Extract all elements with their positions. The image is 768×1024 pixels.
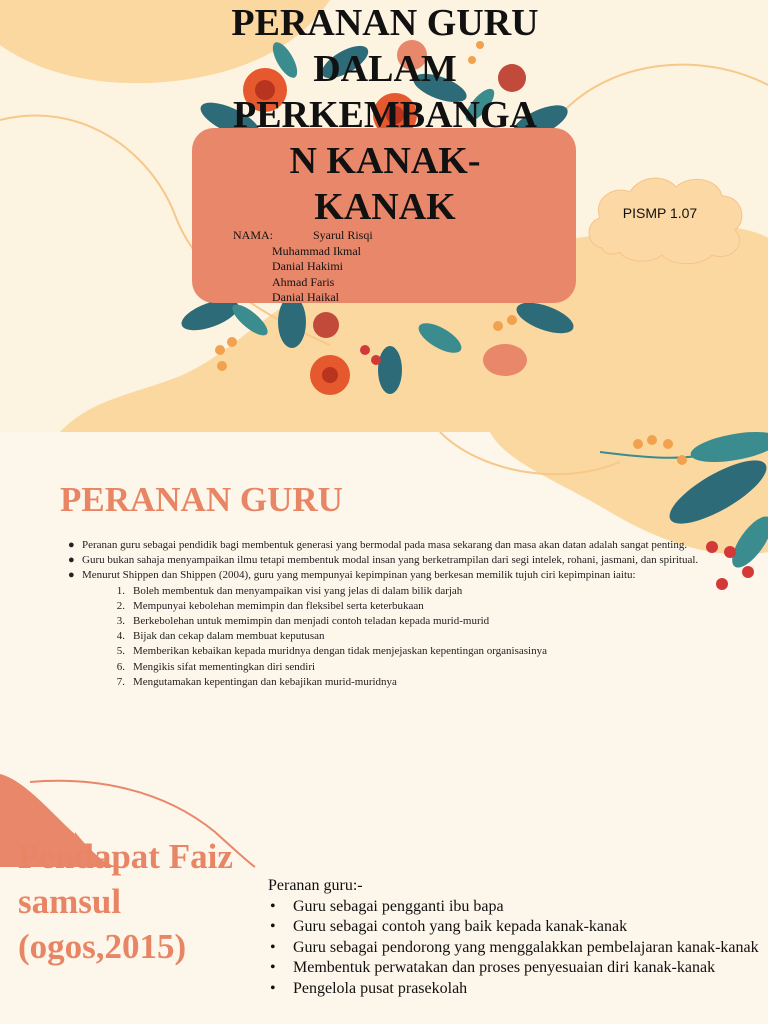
presentation-title	[180, 0, 590, 230]
title-line: PERKEMBANGA	[233, 94, 537, 136]
list-item: • Guru sebagai pendorong yang menggalakkan pembelajaran kanak-kanak	[270, 938, 759, 956]
bullet-list	[268, 876, 763, 999]
member-name: Danial Hakimi	[272, 259, 343, 273]
list-item: • Guru sebagai pengganti ibu bapa	[270, 897, 504, 915]
member-name: Syarul Risqi	[313, 228, 373, 242]
list-item-text: Guru sebagai contoh yang baik kepada kanak-kanak	[293, 918, 628, 935]
numbered-item	[66, 629, 706, 644]
list-item-text: Guru bukan sahaja menyampaikan ilmu tetapi membentuk modal insan yang berketrampilan dari segi intelek, rohani, jasmani, dan spiritual.	[82, 554, 699, 567]
list-item-text: Guru sebagai pendorong yang menggalakkan pembelajaran kanak-kanak	[293, 938, 759, 956]
bullet-list	[66, 538, 706, 690]
item-text: Berkebolehan untuk memimpin dan menjadi contoh teladan kepada murid-murid	[133, 615, 490, 628]
list-item: ● Guru bukan sahaja menyampaikan ilmu tetapi membentuk modal insan yang berketrampilan dari segi intelek, rohani, jasmani, dan spiritual.	[68, 554, 699, 567]
list-item: • Membentuk perwatakan dan proses penyesuaian diri kanak-kanak	[270, 959, 716, 976]
list-item: • Guru sebagai contoh yang baik kepada kanak-kanak	[270, 918, 628, 935]
item-text: Bijak dan cekap dalam membuat keputusan	[133, 630, 325, 643]
item-number: 5.	[116, 645, 125, 658]
item-number: 6.	[116, 660, 125, 673]
item-text: Mengikis sifat mementingkan diri sendiri	[133, 660, 316, 673]
title-line: Pendapat Faiz	[18, 837, 233, 876]
item-number: 7.	[116, 675, 125, 688]
member-names	[233, 228, 373, 306]
slide-title	[18, 834, 233, 969]
peranan-guru-slide	[0, 432, 768, 772]
item-number: 2.	[116, 599, 125, 612]
numbered-item	[66, 644, 706, 659]
decorative-line	[560, 65, 768, 115]
list-item: ● Peranan guru sebagai pendidik bagi membentuk generasi yang bermodal pada masa sekarang dan masa akan datan adalah sangat penting.	[68, 539, 688, 551]
item-number: 4.	[116, 630, 125, 643]
numbered-item	[66, 614, 706, 629]
item-text: Mempunyai kebolehan memimpin dan fleksibel serta keterbukaan	[133, 599, 424, 612]
list-item-text: Menurut Shippen dan Shippen (2004), guru yang mempunyai kepimpinan yang berkesan memilik tujuh ciri kepimpinan iaitu:	[82, 569, 636, 582]
list-item-text: Pengelola pusat prasekolah	[293, 979, 468, 997]
item-number: 1.	[116, 584, 125, 597]
numbered-item	[66, 660, 706, 675]
title-line: DALAM	[313, 48, 457, 90]
pendapat-slide	[0, 772, 768, 1024]
item-number: 3.	[116, 615, 125, 628]
title-line: PERANAN GURU	[231, 2, 539, 44]
member-name: Muhammad Ikmal	[272, 243, 361, 258]
numbered-item	[66, 675, 706, 690]
name-label: NAMA:	[233, 228, 274, 242]
list-item-text: Membentuk perwatakan dan proses penyesuaian diri kanak-kanak	[293, 959, 716, 976]
item-text: Memberikan kebaikan kepada muridnya dengan tidak menjejaskan kepentingan organisasinya	[133, 645, 547, 658]
list-item-text: Peranan guru sebagai pendidik bagi membentuk generasi yang bermodal pada masa sekarang dan masa akan datan adalah sangat penting.	[82, 539, 688, 551]
member-name: Ahmad Faris	[272, 274, 335, 289]
list-item: ● Menurut Shippen dan Shippen (2004), guru yang mempunyai kepimpinan yang berkesan memilik tujuh ciri kepimpinan iaitu:	[68, 569, 636, 582]
slide-title: PERANAN GURU	[60, 480, 343, 519]
list-item-text: Guru sebagai pengganti ibu bapa	[293, 897, 504, 915]
class-code: PISMP 1.07	[622, 205, 698, 221]
numbered-item	[66, 584, 706, 599]
title-line: samsul	[18, 882, 122, 921]
title-line: N KANAK-	[289, 140, 481, 182]
numbered-item	[66, 599, 706, 614]
list-item: • Pengelola pusat prasekolah	[270, 979, 468, 997]
list-intro: Peranan guru:-	[268, 877, 363, 894]
title-slide	[0, 0, 768, 432]
member-name: Danial Haikal	[272, 290, 339, 304]
title-line: (ogos,2015)	[18, 927, 187, 966]
item-text: Boleh membentuk dan menyampaikan visi yang jelas di dalam bilik darjah	[133, 584, 463, 597]
title-line: KANAK	[314, 186, 456, 228]
item-text: Mengutamakan kepentingan dan kebajikan murid-muridnya	[133, 675, 397, 688]
